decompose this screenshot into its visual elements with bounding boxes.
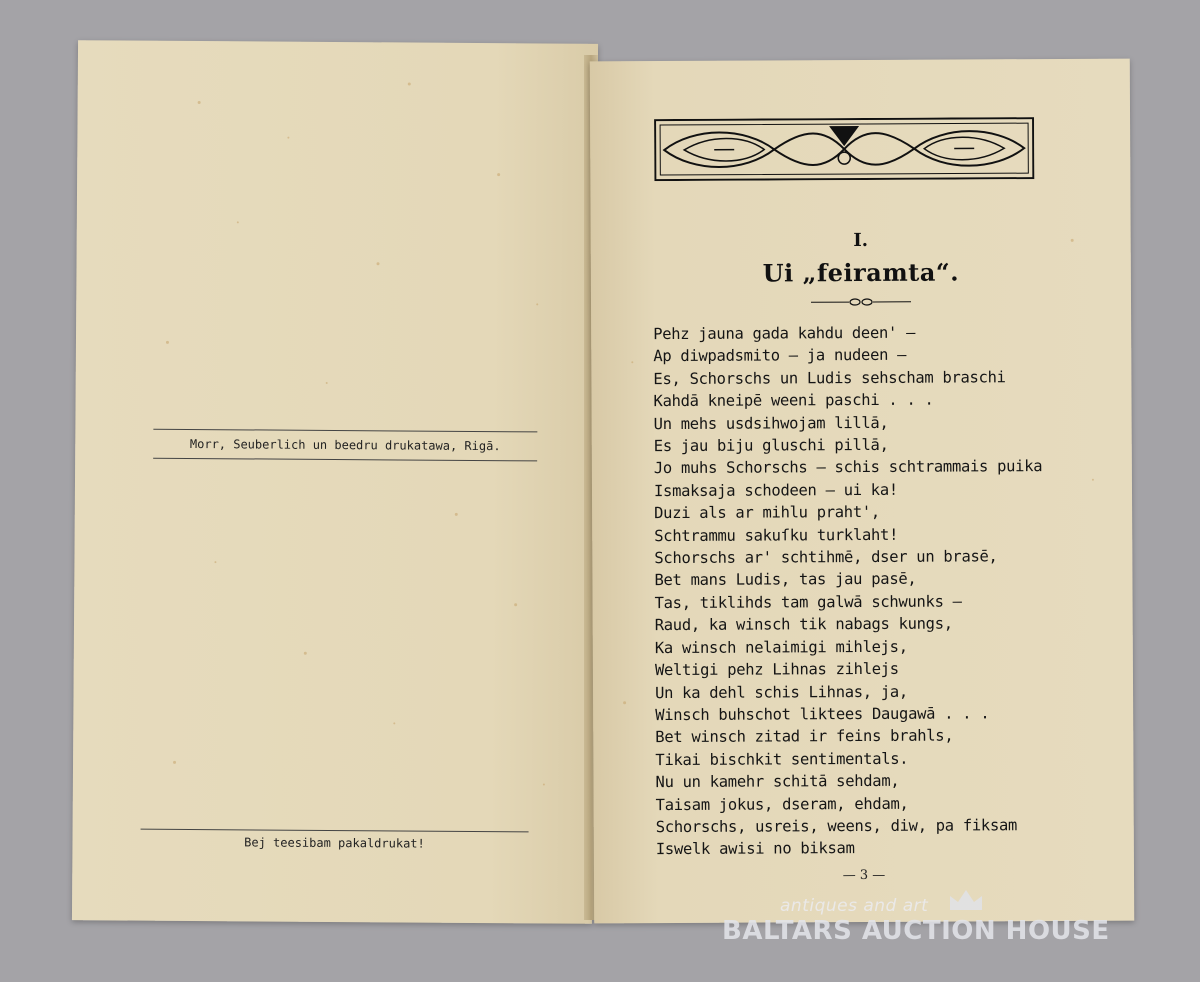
poem-line: Weltigi pehz Lihnas zihlejs bbox=[654, 659, 899, 680]
poem-line: Es jau biju gluschi pillā, bbox=[653, 435, 889, 456]
poem-line: Nu un kamehr schitā sehdam, bbox=[655, 771, 900, 792]
poem-line: Kahdā kneipē weeni paschi . . . bbox=[653, 390, 934, 411]
left-page bbox=[72, 40, 598, 924]
watermark-name: BALTARS AUCTION HOUSE bbox=[722, 916, 1110, 946]
watermark-subtitle: antiques and art bbox=[780, 896, 929, 916]
crown-icon bbox=[946, 886, 986, 914]
auction-house-watermark bbox=[722, 892, 1122, 962]
poem-line: Tas, tiklihds tam galwā schwunks — bbox=[654, 592, 962, 612]
poem-line: Raud, ka winsch tik nabags kungs, bbox=[654, 614, 953, 635]
poem-text bbox=[653, 321, 1044, 861]
poem-line: Bet winsch zitad ir feins brahls, bbox=[655, 726, 954, 747]
chapter-title: Ui „feiramta“. bbox=[762, 257, 960, 288]
poem-line: Winsch buhschot liktees Daugawā . . . bbox=[655, 704, 990, 724]
reprint-notice: Bej teesibam pakaldrukat! bbox=[244, 835, 425, 851]
poem-line: Bet mans Ludis, tas jau pasē, bbox=[654, 570, 917, 590]
poem-line: Taisam jokus, dseram, ehdam, bbox=[655, 794, 909, 814]
poem-line: Schorschs ar' schtihmē, dser un brasē, bbox=[654, 547, 998, 568]
poem-line: Ismaksaja schodeen — ui ka! bbox=[653, 480, 898, 500]
poem-line: Ka winsch nelaimigi mihlejs, bbox=[654, 637, 908, 657]
right-page bbox=[590, 59, 1135, 924]
title-flourish bbox=[811, 296, 911, 309]
page-number: — 3 — bbox=[842, 867, 886, 884]
printer-imprint-text: Morr, Seuberlich un beedru drukatawa, Rigā. bbox=[189, 436, 501, 454]
poem-line: Jo muhs Schorschs — schis schtrammais puika bbox=[653, 457, 1043, 478]
poem-line: Ap diwpadsmito — ja nudeen — bbox=[653, 346, 907, 366]
poem-line: Iswelk awisi no biksam bbox=[655, 839, 855, 859]
poem-line: Schorschs, usreis, weens, diw, pa fiksam bbox=[655, 816, 1018, 837]
poem-line: Duzi als ar mihlu praht', bbox=[654, 503, 880, 523]
chapter-number: I. bbox=[853, 229, 869, 252]
poem-line: Tikai bischkit sentimentals. bbox=[655, 749, 909, 769]
poem-line: Un mehs usdsihwojam lillā, bbox=[653, 413, 889, 433]
poem-line: Schtrammu sakuſku turklaht! bbox=[654, 525, 899, 545]
poem-line: Un ka dehl schis Lihnas, ja, bbox=[655, 682, 908, 702]
poem-line: Pehz jauna gada kahdu deen' — bbox=[653, 323, 916, 344]
poem-line: Es, Schorschs un Ludis sehscham braschi bbox=[653, 368, 1006, 388]
art-nouveau-ornament bbox=[654, 117, 1034, 181]
footer-rule bbox=[141, 829, 529, 833]
printer-imprint bbox=[153, 429, 537, 462]
